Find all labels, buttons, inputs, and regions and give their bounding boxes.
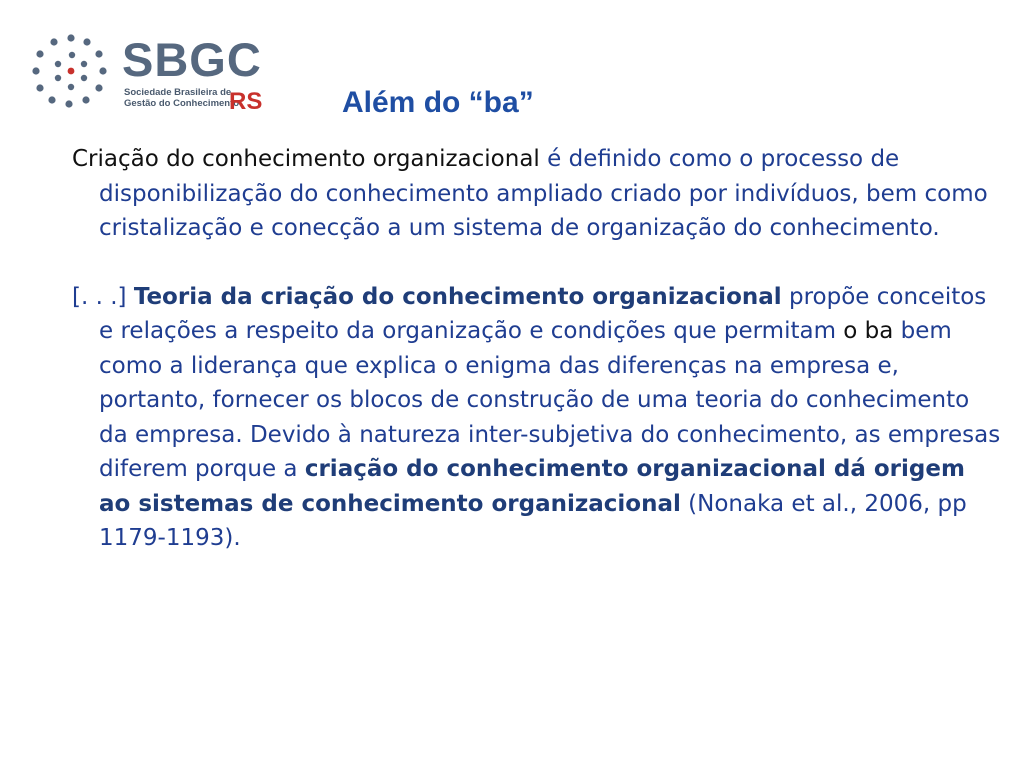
definition-paragraph [72,142,1002,246]
logo-wordmark: SBGC [122,33,262,86]
definition-term: Criação do conhecimento organizacional [72,146,540,172]
slide-body [72,142,1002,590]
logo-subtitle-line1: Sociedade Brasileira de [124,87,232,98]
slide-title: Além do “ba” [342,86,534,119]
theory-heading: Teoria da criação do conhecimento organizacional [133,283,782,310]
theory-paragraph [72,280,1002,556]
ellipsis-marker: [. . .] [72,283,134,310]
citation: (Nonaka et al., 2006, pp 1179-1193). [99,490,967,551]
logo-region: RS [229,88,263,115]
definition-text: é definido como o processo de disponibilização do conhecimento ampliado criado por indivíduos, bem como cristalização e conecção a um sistema de organização do conhecimento. [99,146,988,241]
sbgc-logo [28,30,268,120]
dots-circle-icon [28,30,114,116]
logo-subtitle-line2: Gestão do Conhecimento [124,98,240,109]
theory-text-1: propõe conceitos e relações a respeito da organização e condições que permitam [99,283,987,344]
theory-conclusion: criação do conhecimento organizacional dá origem ao sistemas de conhecimento organizacional [99,456,965,517]
ba-term: o ba [843,318,894,344]
logo-subtitle [124,87,239,109]
theory-text-2: bem como a liderança que explica o enigma das diferenças na empresa e, portanto, fornecer os blocos de construção de uma teoria do conhecimento da empresa. Devido à natureza inter-subjetiva do conhecimento, as empresas diferem porque a [99,318,1001,482]
